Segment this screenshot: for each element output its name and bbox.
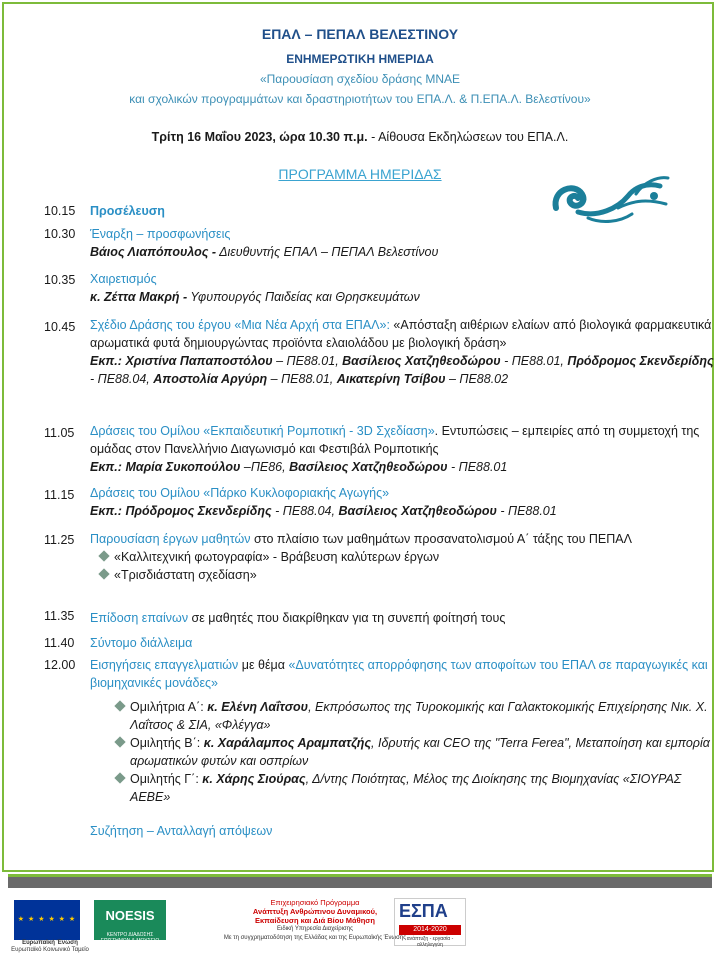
time-1135: 11.35 [44, 609, 75, 623]
decorative-swirl-icon [548, 168, 672, 232]
agenda-item-discussion: Συζήτηση – Ανταλλαγή απόψεων [90, 824, 273, 838]
diamond-bullet-icon [98, 550, 109, 561]
noesis-logo: NOESIS [94, 900, 166, 940]
noesis-caption: ΚΕΝΤΡΟ ΔΙΑΔΟΣΗΣ ΕΠΙΣΤΗΜΩΝ & ΜΟΥΣΕΙΟ ΤΕΧΝΟΛΟΓΙΑΣ [100, 932, 160, 950]
list-item: Ομιλήτρια Α΄: κ. Ελένη Λαΐτσου, Εκπρόσωπος της Τυροκομικής και Γαλακτοκομικής Επιχείρησης Νικ. Χ. Λαΐτσος & ΣΙΑ, «Φλέγγα» [106, 698, 716, 734]
speakers-list [106, 698, 716, 806]
agenda-item-action-plan: Σχέδιο Δράσης του έργου «Μια Νέα Αρχή στα ΕΠΑΛ»: «Απόσταξη αιθέριων ελαίων από βιολογικά φαρμακευτικά αρωματικά φυτά δημιουργώντας προϊόντα ελαιολάδου με βιολογική δράση» Εκπ.: Χριστίνα Παπαποστόλου – ΠΕ88.01, Βασίλειος Χατζηθεοδώρου - ΠΕ88.01, Πρόδρομος Σκενδερίδης - ΠΕ88.04, Αποστολία Αργύρη – ΠΕ88.01, Αικατερίνη Τσίβου – ΠΕ88.02 [90, 318, 714, 386]
school-title: ΕΠΑΛ – ΠΕΠΑΛ ΒΕΛΕΣΤΙΝΟΥ [261, 26, 459, 42]
list-item: Ομιλητής Β΄: κ. Χαράλαμπος Αραμπατζής, Ιδρυτής και CEO της "Terra Ferea", Μεταποίηση και εμπορία αρωματικών φυτών και οσπρίων [106, 734, 716, 770]
agenda-item-break: Σύντομο διάλλειμα [90, 636, 193, 650]
event-type: ΕΝΗΜΕΡΩΤΙΚΗ ΗΜΕΡΙΔΑ [286, 52, 434, 66]
eu-caption: Ευρωπαϊκή Ένωση Ευρωπαϊκό Κοινωνικό Ταμείο [11, 940, 89, 953]
agenda-item-traffic-park: Δράσεις του Ομίλου «Πάρκο Κυκλοφοριακής Αγωγής» Εκπ.: Πρόδρομος Σκενδερίδης - ΠΕ88.04, Βασίλειος Χατζηθεοδώρου - ΠΕ88.01 [90, 486, 557, 518]
agenda-item-greeting: Χαιρετισμός κ. Ζέττα Μακρή - Υφυπουργός Παιδείας και Θρησκευμάτων [90, 272, 420, 304]
agenda-item-arrival: Προσέλευση [90, 204, 165, 218]
list-item: «Καλλιτεχνική φωτογραφία» - Βράβευση καλύτερων έργων [90, 548, 716, 566]
operational-program-text: Επιχειρησιακό Πρόγραμμα Ανάπτυξη Ανθρώπινου Δυναμικού, Εκπαίδευση και Διά Βίου Μάθηση Ειδική Υπηρεσία Διαχείρισης Με τη συγχρηματοδότηση της Ελλάδας και της Ευρωπαϊκής Ένωσης [223, 898, 407, 941]
diamond-bullet-icon [114, 700, 125, 711]
event-subtitle-1: «Παρουσίαση σχεδίου δράσης ΜΝΑΕ [259, 72, 461, 86]
list-item: Ομιλητής Γ΄: κ. Χάρης Σιούρας, Δ/ντης Ποιότητας, Μέλος της Διοίκησης της Βιομηχανίας «ΣΙΟΥΡΑΣ ΑΕΒΕ» [106, 770, 716, 806]
sponsor-logos [10, 898, 710, 956]
time-1105: 11.05 [44, 426, 75, 440]
time-1035: 10.35 [44, 273, 76, 287]
time-1140: 11.40 [44, 636, 75, 650]
agenda-item-robotics: Δράσεις του Ομίλου «Εκπαιδευτική Ρομποτική - 3D Σχεδίαση». Εντυπώσεις – εμπειρίες από τη συμμετοχή της ομάδας στον Πανελλήνιο Διαγωνισμό και Φεστιβάλ Ρομποτικής Εκπ.: Μαρία Συκοπούλου –ΠΕ86, Βασίλειος Χατζηθεοδώρου - ΠΕ88.01 [90, 424, 700, 474]
event-subtitle-2: και σχολικών προγραμμάτων και δραστηριοτήτων του ΕΠΑ.Λ. & Π.ΕΠΑ.Λ. Βελεστίνου» [129, 92, 591, 106]
agenda-item-professionals: Εισηγήσεις επαγγελματιών με θέμα «Δυνατότητες απορρόφησης των αποφοίτων του ΕΠΑΛ σε παραγωγικές και βιομηχανικές μονάδες» [90, 658, 708, 690]
time-1015: 10.15 [44, 204, 76, 218]
agenda-item-opening: Έναρξη – προσφωνήσεις Βάιος Λιαπόπουλος - Διευθυντής ΕΠΑΛ – ΠΕΠΑΛ Βελεστίνου [90, 227, 439, 259]
footer-divider [8, 874, 712, 888]
list-item: «Τρισδιάστατη σχεδίαση» [90, 566, 716, 584]
diamond-bullet-icon [114, 772, 125, 783]
espa-logo: ΕΣΠΑ 2014-2020 ανάπτυξη - εργασία - αλληλεγγύη [394, 898, 466, 946]
time-1030: 10.30 [44, 227, 76, 241]
time-1125: 11.25 [44, 533, 75, 547]
diamond-bullet-icon [114, 736, 125, 747]
agenda-item-awards: Επίδοση επαίνων σε μαθητές που διακρίθηκαν για τη συνεπή φοίτησή τους [90, 611, 506, 625]
event-date: Τρίτη 16 Μαΐου 2023, ώρα 10.30 π.μ. - Αίθουσα Εκδηλώσεων του ΕΠΑ.Λ. [151, 130, 569, 144]
eu-flag-icon: ★ ★ ★ ★ ★ ★ [14, 900, 80, 940]
diamond-bullet-icon [98, 568, 109, 579]
time-1115: 11.15 [44, 488, 75, 502]
time-1200: 12.00 [44, 658, 76, 672]
program-title: ΠΡΟΓΡΑΜΜΑ ΗΜΕΡΙΔΑΣ [278, 166, 442, 182]
agenda-item-student-works: Παρουσίαση έργων μαθητών στο πλαίσιο των μαθημάτων προσανατολισμού Α΄ τάξης του ΠΕΠΑΛ «Καλλιτεχνική φωτογραφία» - Βράβευση καλύτερων έργων «Τρισδιάστατη σχεδίαση» [90, 530, 716, 584]
time-1045: 10.45 [44, 320, 76, 334]
